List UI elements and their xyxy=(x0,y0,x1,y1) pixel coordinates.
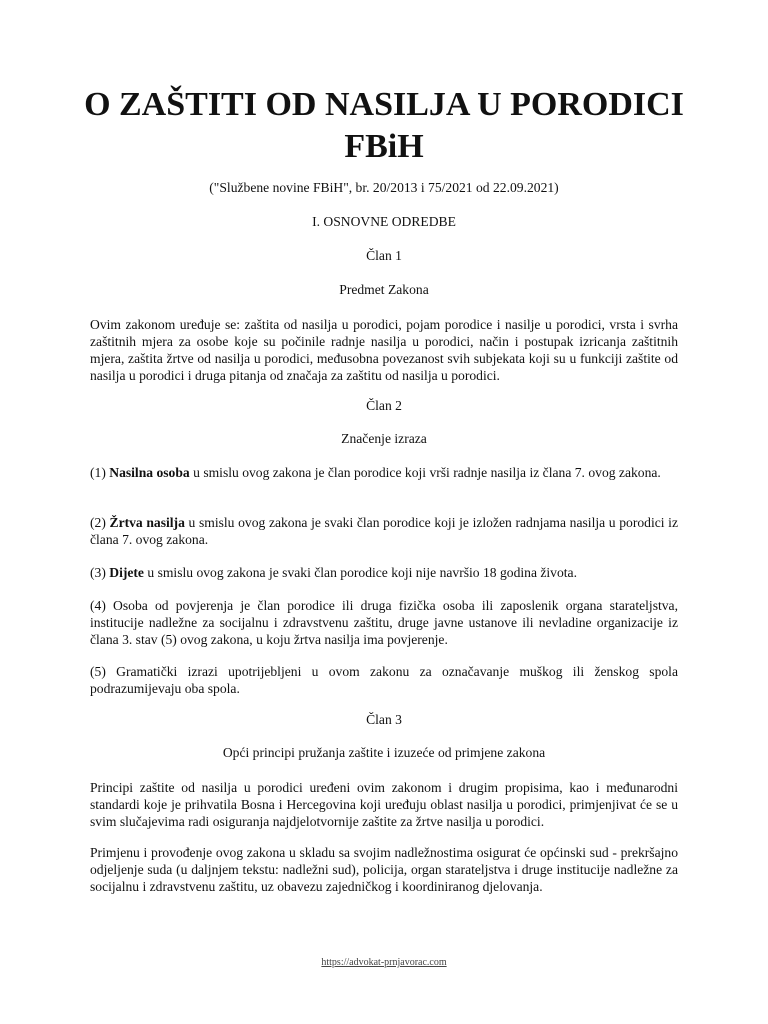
article-2-heading: Značenje izraza xyxy=(341,431,427,446)
article-3-paragraph-1: Principi zaštite od nasilja u porodici uređeni ovim zakonom i drugim propisima, kao i međunarodni standardi koje je prihvatila Bosna i Hercegovina koji uređuju oblast nasilja u porodici, primjenjivat će se u svim slučajevima radi osiguranja najdjelotvornije zaštite za žrtve nasilja u porodici. xyxy=(90,780,678,829)
defined-term: Nasilna osoba xyxy=(109,465,190,480)
paragraph-number: (2) xyxy=(90,515,110,530)
article-2-paragraph-5: (5) Gramatički izrazi upotrijebljeni u ovom zakonu za označavanje muškog ili ženskog spola podrazumijevaju oba spola. xyxy=(90,664,678,696)
paragraph-number: (1) xyxy=(90,465,110,480)
document-title: O ZAŠTITI OD NASILJA U PORODICI FBiH xyxy=(84,86,684,165)
article-2-label: Član 2 xyxy=(366,398,402,413)
article-1-heading: Predmet Zakona xyxy=(339,282,429,297)
chapter-heading: I. OSNOVNE ODREDBE xyxy=(312,214,456,229)
article-1-label: Član 1 xyxy=(366,248,402,263)
gazette-reference: ("Službene novine FBiH", br. 20/2013 i 75/2021 od 22.09.2021) xyxy=(209,180,559,195)
defined-term: Dijete xyxy=(109,565,144,580)
article-2-paragraph-4: (4) Osoba od povjerenja je član porodice ili druga fizička osoba ili zaposlenik organa starateljstva, institucije nadležne za socijalnu i zdravstvenu zaštitu, druge javne ustanove ili nevladine organizacije iz člana 3. stav (5) ovog zakona, u koju žrtva nasilja ima povjerenje. xyxy=(90,598,678,647)
article-3-paragraph-2: Primjenu i provođenje ovog zakona u skladu sa svojim nadležnostima osigurat će općinski sud - prekršajno odjeljenje suda (u daljnjem tekstu: nadležni sud), policija, organ starateljstva i druge institucije nadležne za socijalnu i zdravstvenu zaštitu, uz obavezu zajedničkog i koordiniranog djelovanja. xyxy=(90,845,678,894)
article-3-label: Član 3 xyxy=(366,712,402,727)
paragraph-text: u smislu ovog zakona je svaki član porodice koji nije navršio 18 godina života. xyxy=(143,565,577,580)
paragraph-text: u smislu ovog zakona je član porodice koji vrši radnje nasilja iz člana 7. ovog zakona. xyxy=(189,465,661,480)
article-2-paragraph-3 xyxy=(90,564,678,581)
article-1-paragraph: Ovim zakonom uređuje se: zaštita od nasilja u porodici, pojam porodice i nasilje u porodici, vrsta i svrha zaštitnih mjera za osobe koje su počinile radnje nasilja u porodici, način i postupak izricanja zaštitnih mjera, zaštita žrtve od nasilja u porodici, međusobna povezanost svih subjekata koji su u funkciji zaštite od nasilja u porodici i druga pitanja od značaja za zaštitu od nasilja u porodici. xyxy=(90,317,678,383)
paragraph-number: (3) xyxy=(90,565,110,580)
page-footer xyxy=(0,957,768,969)
article-3-heading: Opći principi pružanja zaštite i izuzeće od primjene zakona xyxy=(222,745,546,760)
footer-website-link[interactable]: https://advokat-prnjavorac.com xyxy=(321,957,447,968)
article-2-paragraph-1 xyxy=(90,464,678,481)
article-2-paragraph-2 xyxy=(90,514,678,548)
paragraph-text: u smislu ovog zakona je svaki član porodice koji je izložen radnjama nasilja u porodici iz člana 7. ovog zakona. xyxy=(90,515,678,547)
defined-term: Žrtva nasilja xyxy=(109,515,185,530)
